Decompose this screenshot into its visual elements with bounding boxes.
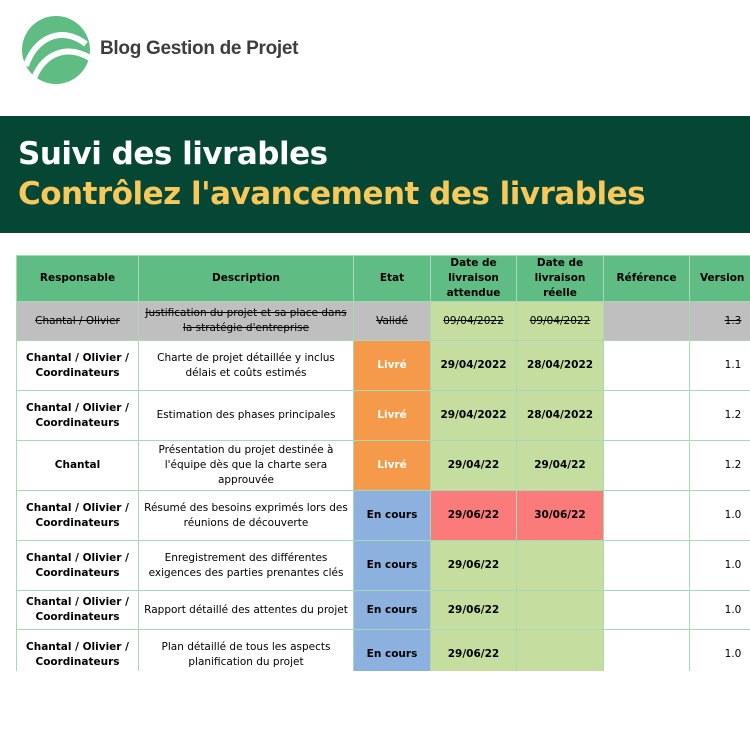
- cell-description[interactable]: Plan détaillé de tous les aspects planification du projet: [139, 630, 354, 672]
- cell-description[interactable]: Enregistrement des différentes exigences des parties prenantes clés: [139, 541, 354, 591]
- table-row: [17, 341, 750, 391]
- cell-etat[interactable]: Validé: [354, 302, 431, 341]
- header-date-attendue[interactable]: Date de livraison attendue: [431, 256, 517, 302]
- cell-description[interactable]: Résumé des besoins exprimés lors des réunions de découverte: [139, 491, 354, 541]
- cell-date-attendue[interactable]: 29/06/22: [431, 491, 517, 541]
- cell-etat[interactable]: En cours: [354, 630, 431, 672]
- cell-date-reelle[interactable]: [517, 591, 604, 630]
- cell-responsable[interactable]: Chantal / Olivier: [17, 302, 139, 341]
- brand-name: Blog Gestion de Projet: [100, 38, 299, 59]
- page-title: Suivi des livrables: [18, 136, 328, 172]
- cell-reference[interactable]: [604, 591, 690, 630]
- cell-etat[interactable]: Livré: [354, 341, 431, 391]
- cell-date-reelle[interactable]: [517, 630, 604, 672]
- cell-responsable[interactable]: Chantal / Olivier / Coordinateurs: [17, 591, 139, 630]
- cell-reference[interactable]: [604, 541, 690, 591]
- cell-responsable[interactable]: Chantal / Olivier / Coordinateurs: [17, 491, 139, 541]
- cell-reference[interactable]: [604, 491, 690, 541]
- cell-version[interactable]: 1.0: [690, 541, 750, 591]
- cell-description[interactable]: Estimation des phases principales: [139, 391, 354, 441]
- cell-date-attendue[interactable]: 29/04/22: [431, 441, 517, 491]
- cell-responsable[interactable]: Chantal: [17, 441, 139, 491]
- cell-date-attendue[interactable]: 29/04/2022: [431, 341, 517, 391]
- cell-version[interactable]: 1.2: [690, 391, 750, 441]
- header-responsable[interactable]: Responsable: [17, 256, 139, 302]
- cell-date-reelle[interactable]: 28/04/2022: [517, 341, 604, 391]
- cell-responsable[interactable]: Chantal / Olivier / Coordinateurs: [17, 341, 139, 391]
- cell-etat[interactable]: En cours: [354, 491, 431, 541]
- cell-description[interactable]: Présentation du projet destinée à l'équipe dès que la charte sera approuvée: [139, 441, 354, 491]
- header-version[interactable]: Version: [690, 256, 750, 302]
- cell-date-reelle[interactable]: 30/06/22: [517, 491, 604, 541]
- table-row: [17, 591, 750, 630]
- cell-description[interactable]: Justification du projet et sa place dans la stratégie d'entreprise: [139, 302, 354, 341]
- cell-responsable[interactable]: Chantal / Olivier / Coordinateurs: [17, 630, 139, 672]
- table-row: [17, 441, 750, 491]
- cell-version[interactable]: 1.0: [690, 591, 750, 630]
- cell-etat[interactable]: Livré: [354, 441, 431, 491]
- cell-version[interactable]: 1.0: [690, 491, 750, 541]
- hero-banner: [0, 116, 750, 233]
- cell-etat[interactable]: Livré: [354, 391, 431, 441]
- cell-version[interactable]: 1.0: [690, 630, 750, 672]
- page-subtitle: Contrôlez l'avancement des livrables: [18, 176, 646, 212]
- table-row: [17, 541, 750, 591]
- cell-version[interactable]: 1.3: [690, 302, 750, 341]
- brand-header: [20, 14, 420, 86]
- header-etat[interactable]: Etat: [354, 256, 431, 302]
- cell-date-attendue[interactable]: 29/06/22: [431, 591, 517, 630]
- cell-date-attendue[interactable]: 29/06/22: [431, 630, 517, 672]
- cell-date-reelle[interactable]: [517, 541, 604, 591]
- cell-reference[interactable]: [604, 391, 690, 441]
- cell-date-attendue[interactable]: 29/04/2022: [431, 391, 517, 441]
- cell-version[interactable]: 1.1: [690, 341, 750, 391]
- header-date-reelle[interactable]: Date de livraison réelle: [517, 256, 604, 302]
- cell-reference[interactable]: [604, 630, 690, 672]
- table-header-row: [17, 256, 750, 302]
- cell-date-reelle[interactable]: 28/04/2022: [517, 391, 604, 441]
- cell-reference[interactable]: [604, 302, 690, 341]
- logo-icon: [20, 14, 92, 86]
- cell-date-reelle[interactable]: 09/04/2022: [517, 302, 604, 341]
- cell-version[interactable]: 1.2: [690, 441, 750, 491]
- cell-reference[interactable]: [604, 441, 690, 491]
- table-row: [17, 491, 750, 541]
- cell-reference[interactable]: [604, 341, 690, 391]
- cell-description[interactable]: Charte de projet détaillée y inclus délais et coûts estimés: [139, 341, 354, 391]
- table-row: [17, 302, 750, 341]
- cell-date-attendue[interactable]: 29/06/22: [431, 541, 517, 591]
- cell-etat[interactable]: En cours: [354, 591, 431, 630]
- deliverables-table: [16, 255, 750, 671]
- header-description[interactable]: Description: [139, 256, 354, 302]
- table-row: [17, 391, 750, 441]
- deliverables-table-wrapper: [16, 255, 750, 671]
- cell-etat[interactable]: En cours: [354, 541, 431, 591]
- cell-responsable[interactable]: Chantal / Olivier / Coordinateurs: [17, 541, 139, 591]
- cell-responsable[interactable]: Chantal / Olivier / Coordinateurs: [17, 391, 139, 441]
- cell-description[interactable]: Rapport détaillé des attentes du projet: [139, 591, 354, 630]
- header-reference[interactable]: Référence: [604, 256, 690, 302]
- cell-date-attendue[interactable]: 09/04/2022: [431, 302, 517, 341]
- cell-date-reelle[interactable]: 29/04/22: [517, 441, 604, 491]
- table-row: [17, 630, 750, 672]
